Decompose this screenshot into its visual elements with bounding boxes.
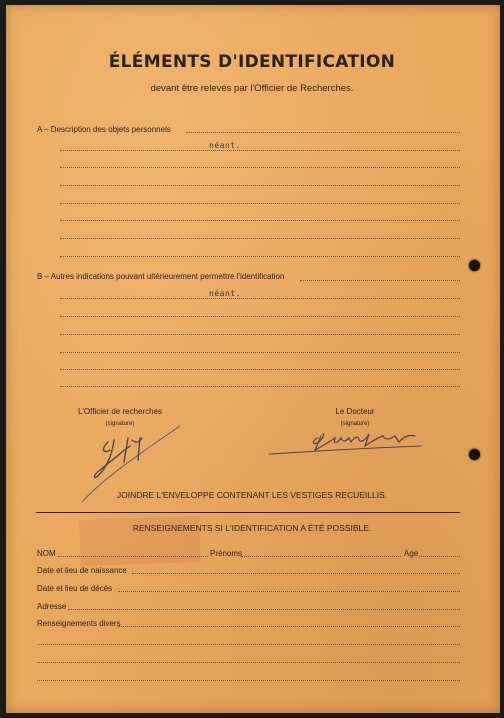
section-a-line[interactable] [60, 167, 460, 168]
officer-signature-sub: (signature) [105, 421, 135, 427]
punch-hole-bottom [469, 449, 480, 460]
section-a-line[interactable] [186, 132, 460, 133]
form-sheet [6, 5, 500, 713]
punch-hole-top [469, 260, 480, 271]
section-b-line[interactable] [60, 369, 460, 370]
deces-field[interactable] [118, 591, 460, 592]
age-field[interactable] [419, 556, 460, 557]
section-a-typed-value: néant. [209, 141, 241, 150]
section-b-line[interactable] [60, 316, 460, 317]
doctor-signature-title: Le Docteur [335, 407, 375, 416]
section-a-line[interactable] [60, 203, 460, 204]
section-b-typed-value: néant. [209, 289, 241, 298]
divers-field[interactable] [37, 680, 460, 681]
form-title: ÉLÉMENTS D'IDENTIFICATION [108, 52, 396, 72]
section-b-line[interactable] [300, 280, 460, 281]
nom-label: NOM [37, 549, 56, 558]
section-a-label: A – Description des objets personnels [37, 125, 171, 134]
section-a-line[interactable] [60, 185, 460, 186]
section-a-line[interactable] [60, 150, 460, 151]
section-a-line[interactable] [60, 238, 460, 239]
section-b-label: B – Autres indications pouvant ultérieurement permettre l'identification [37, 272, 285, 281]
section-b-line[interactable] [60, 334, 460, 335]
section-a-line[interactable] [60, 220, 460, 221]
naissance-field[interactable] [132, 573, 460, 574]
identification-heading: RENSEIGNEMENTS SI L'IDENTIFICATION A ÉTÉ POSSIBLE. [132, 523, 372, 533]
section-b-line[interactable] [60, 352, 460, 353]
doctor-signature-sub: (signature) [340, 421, 370, 427]
enclose-instruction: JOINDRE L'ENVELOPPE CONTENANT LES VESTIGES RECUEILLIS. [116, 490, 388, 500]
deces-label: Date et lieu de décès [37, 584, 113, 593]
divers-field[interactable] [37, 662, 460, 663]
form-subtitle: devant être relevés par l'Officier de Recherches. [150, 83, 354, 94]
adresse-label: Adresse [37, 602, 67, 611]
section-divider [36, 512, 460, 513]
naissance-label: Date et lieu de naissance [37, 566, 127, 575]
divers-field[interactable] [118, 626, 460, 627]
divers-field[interactable] [37, 644, 460, 645]
age-label: Age [404, 549, 419, 558]
prenoms-label: Prénoms [210, 549, 243, 558]
prenoms-field[interactable] [241, 556, 401, 557]
officer-signature-title: L'Officier de recherches [77, 407, 163, 416]
divers-label: Renseignements divers [37, 619, 121, 628]
doctor-signature [265, 428, 425, 462]
section-a-line[interactable] [60, 256, 460, 257]
section-b-line[interactable] [60, 298, 460, 299]
nom-field[interactable] [58, 556, 208, 557]
adresse-field[interactable] [68, 609, 460, 610]
section-b-line[interactable] [60, 386, 460, 387]
